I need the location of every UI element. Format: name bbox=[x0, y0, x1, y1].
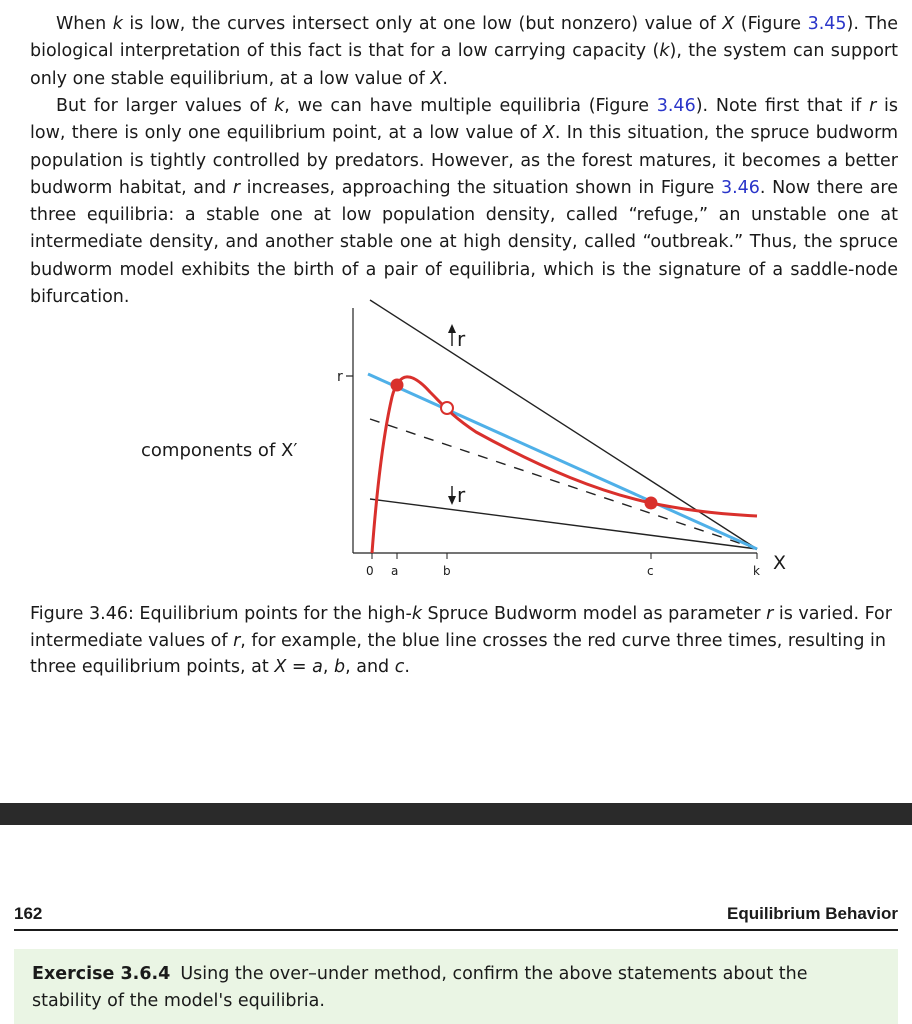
figure-ref-link[interactable]: 3.45 bbox=[807, 14, 847, 34]
x-tick-label: k bbox=[753, 564, 760, 578]
up-arrow-label: r bbox=[457, 327, 466, 351]
r-tick-label: r bbox=[337, 369, 343, 385]
page-break-bar bbox=[0, 803, 912, 825]
figure-ref-link[interactable]: 3.46 bbox=[720, 177, 760, 198]
blue-line bbox=[368, 374, 757, 549]
exercise-label: Exercise 3.6.4 bbox=[32, 964, 171, 984]
exercise-text: Using the over–under method, confirm the above statements about the stability of the model's equilibria. bbox=[32, 964, 808, 1011]
footer-rule bbox=[14, 929, 898, 931]
figure-diagram bbox=[0, 290, 912, 590]
down-arrow bbox=[448, 486, 456, 505]
x-tick-label: b bbox=[443, 564, 451, 578]
x-tick-label: a bbox=[391, 564, 399, 578]
exercise-box bbox=[14, 949, 898, 1024]
dashed-line bbox=[370, 419, 757, 549]
figure-caption: Figure 3.46: Equilibrium points for the high-k Spruce Budworm model as parameter r is varied. For intermediate values of r, for example, the blue line crosses the red curve three times, resulting in three equilibrium points, at X = a, b, and c. bbox=[30, 604, 892, 677]
x-tick-label: c bbox=[647, 564, 654, 578]
page-number: 162 bbox=[14, 904, 43, 923]
y-axis-label: components of X′ bbox=[141, 440, 298, 461]
section-title: Equilibrium Behavior bbox=[727, 904, 898, 923]
unstable-equilibrium-point bbox=[441, 402, 453, 414]
x-ticks bbox=[372, 553, 757, 559]
figure-ref-link[interactable]: 3.46 bbox=[656, 96, 696, 116]
x-tick-label: 0 bbox=[366, 564, 374, 578]
up-arrow bbox=[448, 324, 456, 346]
stable-equilibrium-point bbox=[391, 379, 404, 392]
down-arrow-label: r bbox=[457, 483, 466, 507]
paragraph-2: But for larger values of k, we can have multiple equilibria (Figure 3.46). Note first that if r is low, there is only one equilibrium point, at a low value of X. In this situation, the spruce budworm population is tightly controlled by predators. However, as the forest matures, it becomes a better budworm habitat, and r increases, approaching the situation shown in Figure 3.46. Now there are three equilibria: a stable one at low population density, called “refuge,” an unstable one at intermediate density, and another stable one at high density, called “outbreak.” Thus, the spruce budworm model exhibits the birth of a pair of equilibria, which is the signature of a saddle-node bifurcation. bbox=[30, 96, 899, 308]
paragraph-1: When k is low, the curves intersect only at one low (but nonzero) value of X (Figure 3.45). The biological interpretation of this fact is that for a low carrying capacity (k), the system can support only one stable equilibrium, at a low value of X. bbox=[30, 14, 898, 89]
stable-equilibrium-point bbox=[645, 497, 658, 510]
x-axis-label: X bbox=[773, 552, 787, 574]
